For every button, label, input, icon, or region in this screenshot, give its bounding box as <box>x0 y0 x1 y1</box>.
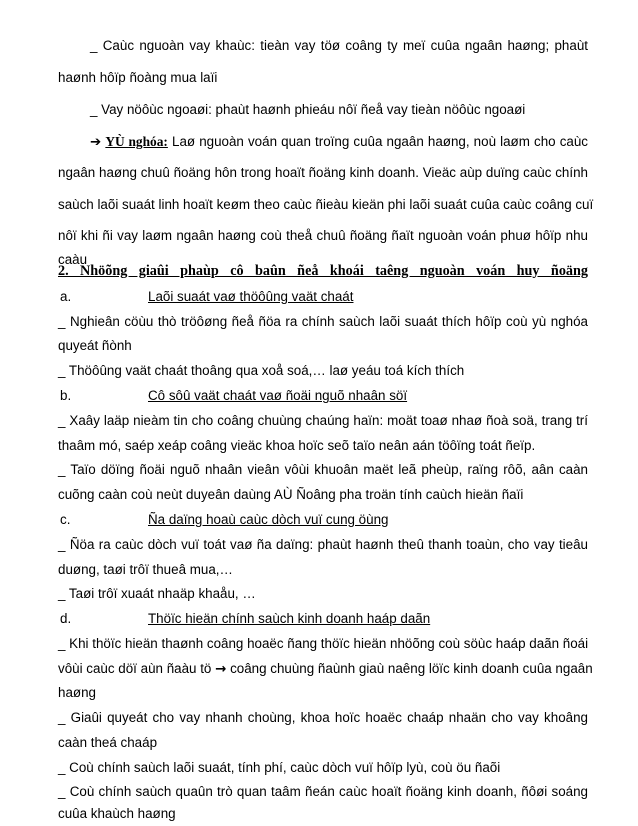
paragraph-line: _ Vay nöôùc ngoaøi: phaùt haønh phieáu nôï ñeå vay tieàn nöôùc ngoaøi <box>90 102 526 117</box>
subsection-title: Cô sôû vaät chaát vaø ñoäi nguõ nhaân söï <box>148 388 408 403</box>
subsection-letter: b. <box>60 388 72 403</box>
bullet-line: haøng <box>58 685 96 700</box>
bullet-line: cuûa khaùch haøng <box>58 806 176 821</box>
bullet-line: cuõng caàn coù neùt duyeân daùng AÙ Ñoâng pha troän tính caùch hieän ñaïi <box>58 487 524 502</box>
paragraph-line: nôï khi ñi vay laøm ngaân haøng coù theå chuû ñoäng ñaït nguoàn voán phuø hôïp nhu <box>58 228 588 243</box>
paragraph-line: caàu <box>58 252 88 267</box>
bullet-line: _ Taøi trôï xuaát nhaäp khaåu, … <box>58 586 256 601</box>
bullet-line: _ Ñöa ra caùc dòch vuï toát vaø ña daïng: phaùt haønh theû thanh toaùn, cho vay tieâu <box>58 537 588 552</box>
bullet-line: _ Coù chính saùch quaûn trò quan taâm ñeán caùc hoaït ñoäng kinh doanh, ñôøi soáng <box>58 784 588 799</box>
bullet-line: caàn theá chaáp <box>58 735 158 750</box>
subsection-letter: c. <box>60 512 71 527</box>
bullet-line <box>58 660 593 678</box>
bullet-text: coâng chuùng ñaùnh giaù naêng löïc kinh doanh cuûa ngaân <box>226 661 593 676</box>
paragraph-line: saùch laõi suaát linh hoaït keøm theo caùc ñieàu kieän phi laõi suaát cuûa caùc coâng cuï <box>58 197 594 212</box>
note-label: YÙ nghóa: <box>105 134 168 149</box>
bullet-line: duøng, taøi trôï thueâ mua,… <box>58 562 233 577</box>
note-first-line <box>90 133 588 151</box>
subsection-letter: a. <box>60 289 72 304</box>
paragraph-line: ngaân haøng chuû ñoäng hôn trong hoaït ñoäng kinh doanh. Vieäc aùp duïng caùc chính <box>58 165 588 180</box>
subsection-letter: d. <box>60 611 72 626</box>
bullet-line: _ Nghieân cöùu thò tröôøng ñeå ñöa ra chính saùch laõi suaát thích hôïp coù yù nghóa <box>58 314 588 329</box>
bullet-text: vôùi caùc döï aùn ñaàu tö <box>58 661 212 676</box>
bullet-line: _ Taïo döïng ñoäi nguõ nhaân vieân vôùi khuoân maët leã pheùp, raïng rôõ, aân caàn <box>58 462 588 477</box>
subsection-title: Ña daïng hoaù caùc dòch vuï cung öùng <box>148 512 389 527</box>
bullet-line: _ Khi thöïc hieän thaønh coâng hoaëc ñang thöïc hieän nhöõng coù söùc haáp daãn ñoái <box>58 636 589 651</box>
bullet-line: _ Giaûi quyeát cho vay nhanh choùng, khoa hoïc hoaëc chaáp nhaän cho vay khoâng <box>58 710 588 725</box>
bullet-line: thaâm mó, saép xeáp coâng vieäc khoa hoïc seõ taïo neân aán töôïng toát ñeïp. <box>58 438 536 453</box>
bullet-line: _ Coù chính saùch laõi suaát, tính phí, caùc dòch vuï hôïp lyù, coù öu ñaõi <box>58 760 501 775</box>
bullet-line: quyeát ñònh <box>58 338 132 353</box>
section-heading: 2. Nhöõng giaûi phaùp cô baûn ñeå khoái taêng nguoàn voán huy ñoäng <box>58 263 588 279</box>
note-text: Laø nguoàn voán quan troïng cuûa ngaân haøng, noù laøm cho caùc <box>167 134 588 149</box>
bullet-line: _ Thöôûng vaät chaát thoâng qua xoå soá,… laø yeáu toá kích thích <box>58 363 465 378</box>
paragraph-line: _ Caùc nguoàn vay khaùc: tieàn vay töø coâng ty meï cuûa ngaân haøng; phaùt <box>90 38 588 53</box>
subsection-title: Laõi suaát vaø thöôûng vaät chaát <box>148 289 354 304</box>
arrow-right-icon: → <box>215 662 227 677</box>
bullet-line: _ Xaây laäp nieàm tin cho coâng chuùng chaúng haïn: moät toaø nhaø ñoà soä, trang trí <box>58 413 588 428</box>
arrow-right-icon: ➔ <box>90 135 102 150</box>
paragraph-line: haønh hôïp ñoàng mua laïi <box>58 70 218 85</box>
subsection-title: Thöïc hieän chính saùch kinh doanh haáp daãn <box>148 611 431 626</box>
